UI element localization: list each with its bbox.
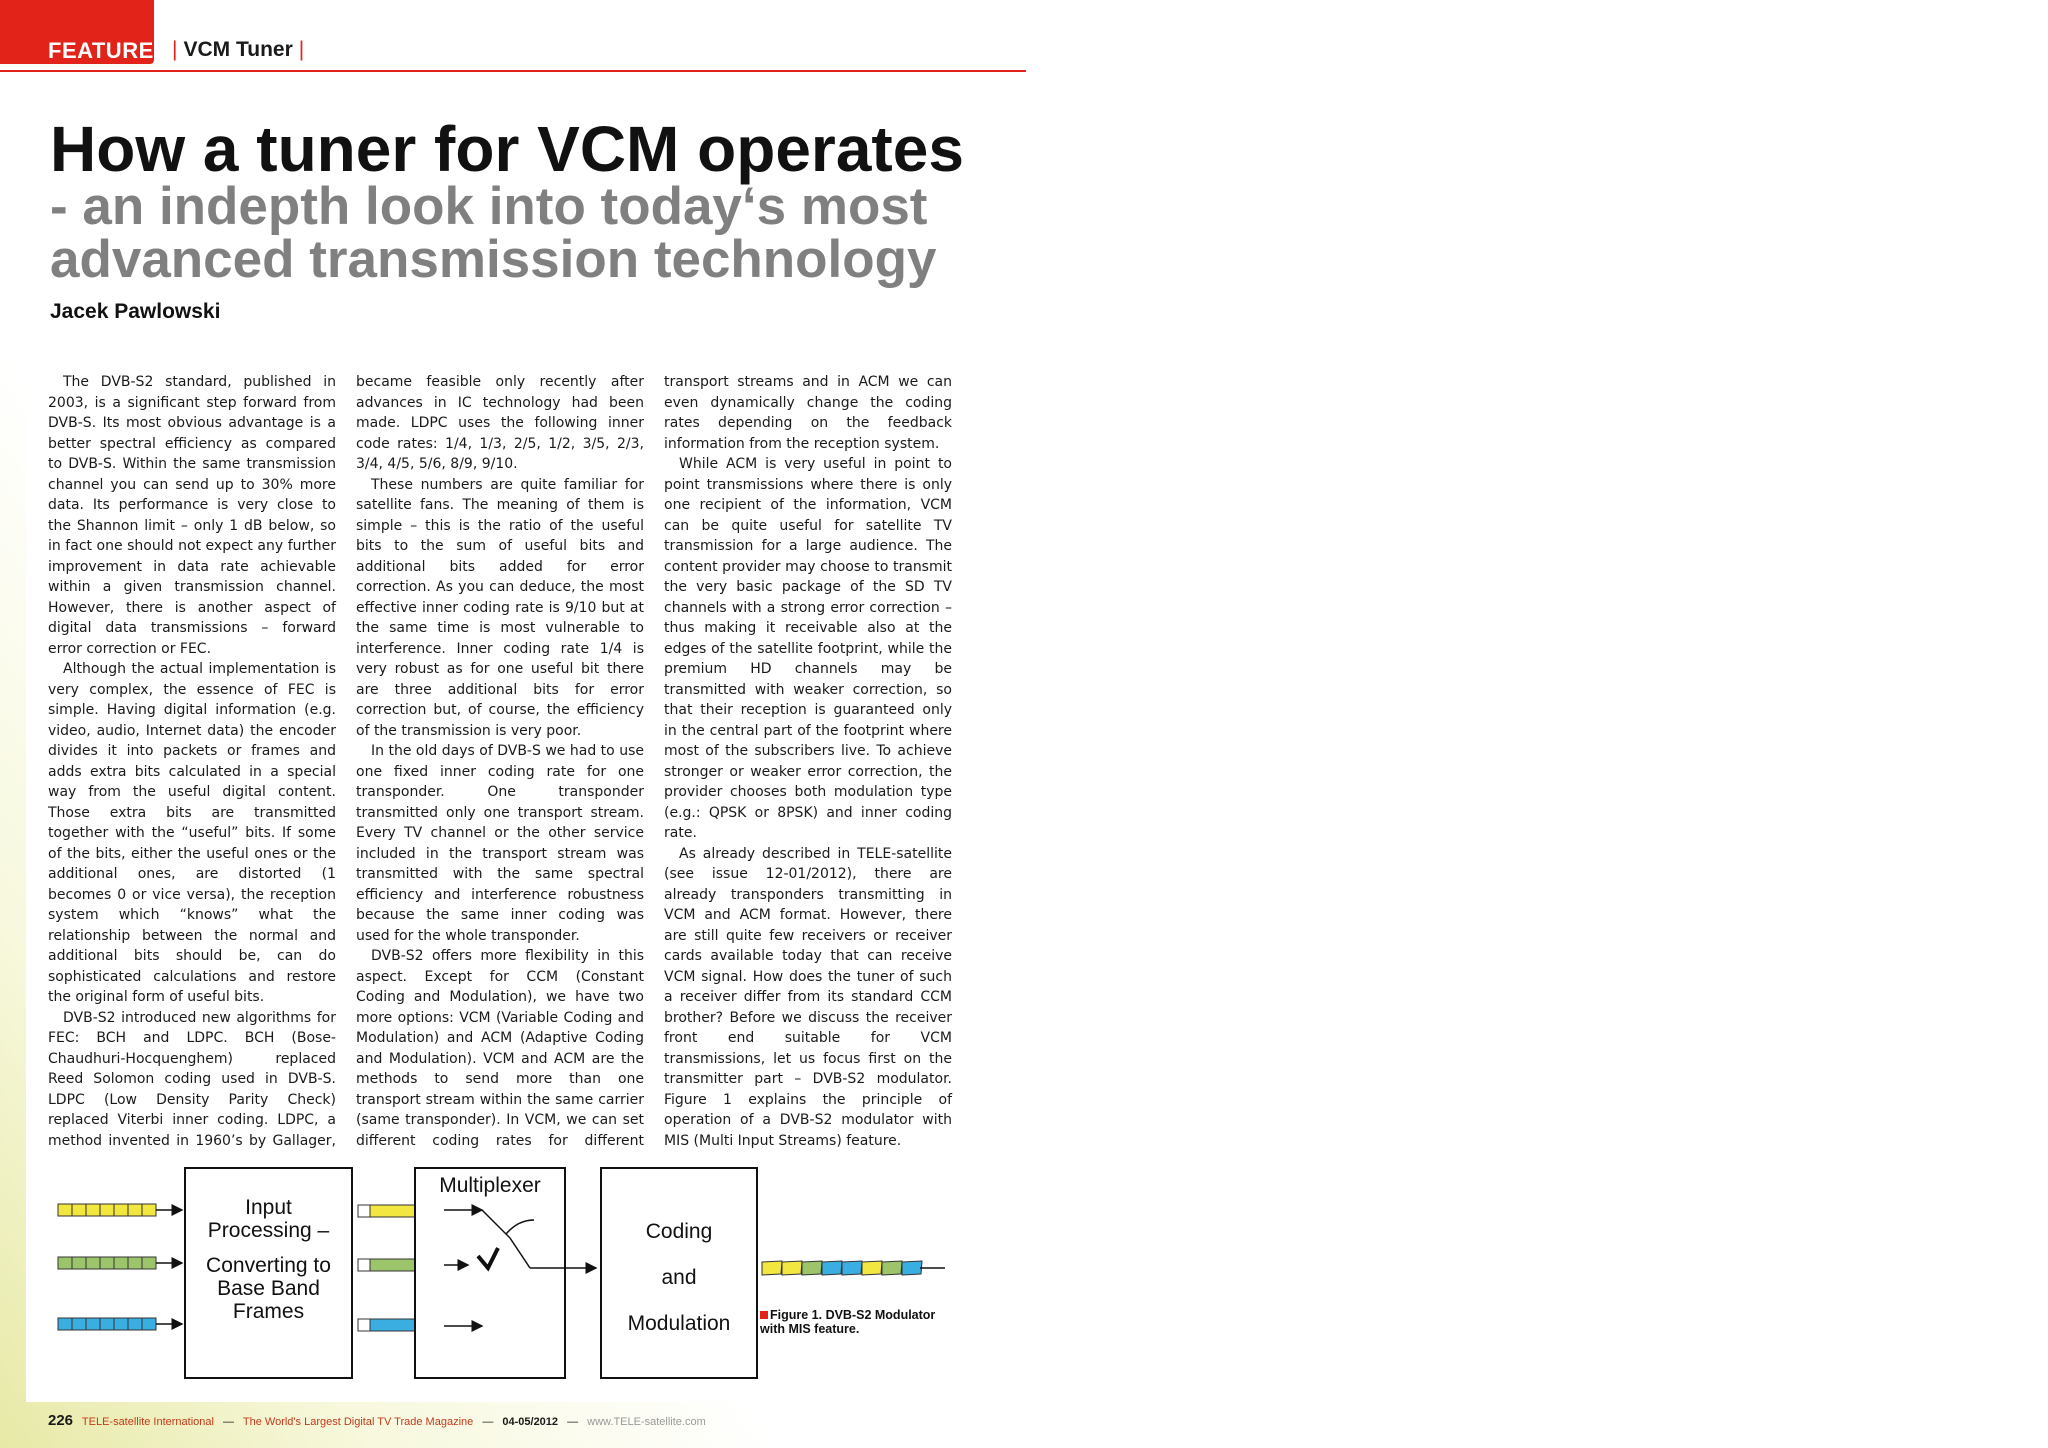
article-paragraph: In the old days of DVB-S we had to use one fixed inner coding rate for one transponder. One transponder transmitted only one transport stream. Every TV channel or the other service included in the transport stream was transmitted with the same spectral efficiency and interference robustness because the same inner coding was used for the whole transponder. <box>356 743 644 944</box>
article-paragraph: DVB-S2 offers more flexibility in this aspect. Except for CCM (Constant Coding and Modulation), we have two more options: VCM (Variable Coding and Modulation) and ACM (Adaptive Coding and Modulation). VCM and ACM are the methods to send more than one transport stream within the same carrier (same transponder). In VCM, we can set different coding rates for different transport streams and in ACM we can even dynamically change the coding rates depending on the feedback information from the reception system. <box>356 374 952 1149</box>
caption-marker <box>760 1311 768 1319</box>
figure-caption <box>760 1308 940 1336</box>
input-packet <box>142 1204 156 1216</box>
output-packet <box>842 1261 862 1275</box>
coding-label-1: Coding <box>645 1220 713 1243</box>
input-packet <box>128 1257 142 1269</box>
article-body <box>48 372 952 1152</box>
coding-label-3: Modulation <box>627 1312 731 1335</box>
publication-name: TELE-satellite International <box>81 1416 214 1428</box>
input-packet <box>114 1257 128 1269</box>
input-packet <box>128 1318 142 1330</box>
feature-label: FEATURE <box>48 38 154 63</box>
section-title-text: VCM Tuner <box>183 38 293 61</box>
input-packet <box>72 1204 86 1216</box>
input-packet <box>58 1204 72 1216</box>
coding-label-2: and <box>661 1266 697 1289</box>
article-paragraph: These numbers are quite familiar for satellite fans. The meaning of them is simple – this is the ratio of the useful bits to the sum of useful bits and additional bits added for error correction. As you can deduce, the most effective inner coding rate is 9/10 but at the same time is most vulnerable to interference. Inner coding rate 1/4 is very robust as for one useful bit there are three additional bits for error correction but, of course, the efficiency of the transmission is very poor. <box>356 476 644 739</box>
input-label-line: Base Band <box>217 1277 320 1300</box>
output-packet <box>882 1261 902 1275</box>
header-rule <box>0 70 1026 72</box>
input-packet <box>86 1318 100 1330</box>
article-paragraph: The DVB-S2 standard, published in 2003, is a significant step forward from DVB-S. Its most obvious advantage is a better spectral efficiency as compared to DVB-S. Within the same transmission channel you can send up to 30% more data. Its performance is very close to the Shannon limit – only 1 dB below, so in fact one should not expect any further improvement in data rate achievable within a given transmission channel. However, there is another aspect of digital data transmissions – forward error correction or FEC. <box>48 374 336 657</box>
article-paragraph: As already described in TELE-satellite (see issue 12-01/2012), there are already transponders transmitting in VCM and ACM format. However, there are still quite few receivers or receiver cards available today that can receive VCM signal. How does the tuner of such a receiver differ from its standard CCM brother? Before we discuss the receiver front end suitable for VCM transmissions, let us focus first on the transmitter part – DVB-S2 modulator. Figure 1 explains the principle of operation of a DVB-S2 modulator with MIS (Multi Input Streams) feature. <box>664 845 952 1149</box>
article-subtitle: - an indepth look into today‘s most advanced transmission technology <box>50 177 937 289</box>
caption-text: Figure 1. DVB-S2 Modulator with MIS feature. <box>760 1308 936 1336</box>
output-stream <box>762 1261 922 1275</box>
page-header <box>0 0 1026 72</box>
output-packet <box>762 1261 782 1275</box>
article-paragraph: DVB-S2 introduced new algorithms for FEC: BCH and LDPC. BCH (Bose-Chaudhuri-Hocquenghem) replaced Reed Solomon coding used in DVB-S. LDPC (Low Density Parity Check) replaced Viterbi inner coding. LDPC, a method invented in 1960’s by Gallager, became feasible only recently after advances in IC technology had been made. LDPC uses the following inner code rates: 1/4, 1/3, 2/5, 1/2, 3/5, 2/3, 3/4, 4/5, 5/6, 8/9, 9/10. <box>48 374 644 1149</box>
input-packet <box>142 1318 156 1330</box>
input-packet <box>86 1257 100 1269</box>
input-packet <box>114 1204 128 1216</box>
section-title: | VCM Tuner | <box>172 38 305 61</box>
output-packet <box>782 1261 802 1275</box>
input-label-line: Frames <box>232 1300 305 1323</box>
page-number: 226 <box>48 1412 74 1429</box>
article-title: How a tuner for VCM operates <box>50 113 964 185</box>
bb-header <box>358 1205 370 1217</box>
issue-date: 04-05/2012 <box>502 1416 559 1428</box>
website-link[interactable]: www.TELE-satellite.com <box>587 1416 706 1428</box>
output-packet <box>822 1261 842 1275</box>
input-packet <box>58 1318 72 1330</box>
multiplexer-block <box>415 1168 565 1378</box>
input-packet <box>128 1204 142 1216</box>
input-packet-streams <box>58 1204 156 1330</box>
input-packet <box>100 1257 114 1269</box>
article-paragraph: While ACM is very useful in point to point transmissions where there is only one recipient of the information, VCM can be quite useful for satellite TV transmission for a large audience. The content provider may choose to transmit the very basic package of the SD TV channels with a strong error correction – thus making it receivable also at the edges of the satellite footprint, while the premium HD channels may be transmitted with weaker correction, so that their reception is guaranteed only in the central part of the footprint where most of the subscribers live. To achieve stronger or weaker error correction, the provider chooses both modulation type (e.g.: QPSK or 8PSK) and inner coding rate. <box>664 456 952 841</box>
input-packet <box>72 1257 86 1269</box>
article-paragraph: Although the actual implementation is very complex, the essence of FEC is simple. Having digital information (e.g. video, audio, Internet data) the encoder divides it into packets or frames and adds extra bits calculated in a special way from the useful digital content. Those extra bits are transmitted together with the “useful” bits. If some of the bits, either the useful ones or the additional ones, are distorted (1 becomes 0 or vice versa), the reception system which “knows” what the relationship between the normal and additional bits should be, can do sophisticated calculations and restore the original form of useful bits. <box>48 661 336 1005</box>
bb-header <box>358 1259 370 1271</box>
input-packet <box>58 1257 72 1269</box>
input-packet <box>100 1204 114 1216</box>
output-packet <box>902 1261 922 1275</box>
bb-header <box>358 1319 370 1331</box>
figure-1-diagram <box>40 1160 960 1390</box>
input-label-line: Converting to <box>206 1254 331 1277</box>
page-footer: 226 TELE-satellite International — The World's Largest Digital TV Trade Magazine — 04-05/2012 — www.TELE-satellite.com <box>48 1412 706 1429</box>
input-label-line: Input <box>245 1196 292 1219</box>
input-packet <box>114 1318 128 1330</box>
output-packet <box>802 1261 822 1275</box>
input-packet <box>72 1318 86 1330</box>
input-packet <box>86 1204 100 1216</box>
input-packet <box>100 1318 114 1330</box>
output-packet <box>862 1261 882 1275</box>
article-author: Jacek Pawlowski <box>50 300 221 323</box>
publication-tagline: The World's Largest Digital TV Trade Magazine <box>242 1416 474 1428</box>
multiplexer-label: Multiplexer <box>439 1174 541 1197</box>
input-block-label <box>185 1196 352 1323</box>
input-label-line: Processing – <box>207 1219 330 1242</box>
input-packet <box>142 1257 156 1269</box>
